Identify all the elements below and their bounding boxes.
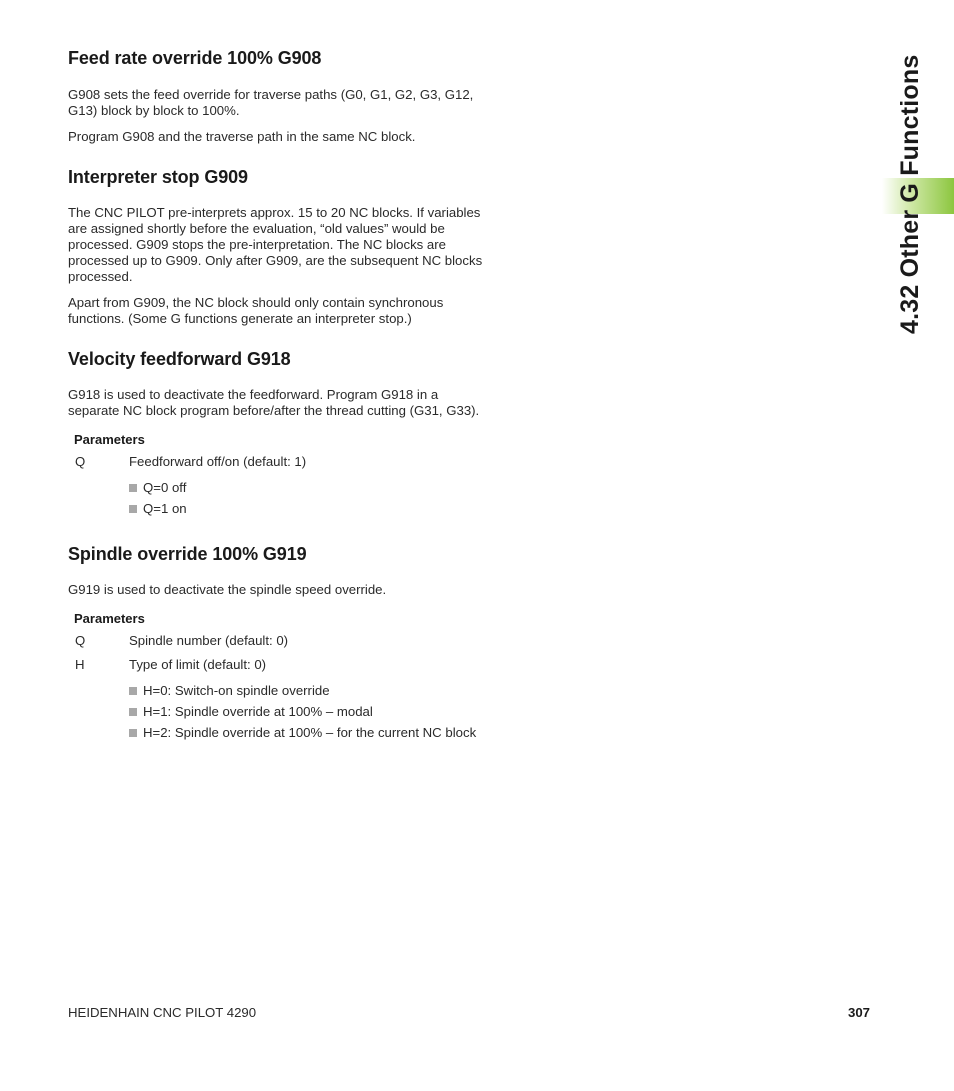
square-bullet-icon — [129, 484, 137, 492]
g919-param-q-desc: Spindle number (default: 0) — [129, 633, 289, 648]
g919-parameters-label: Parameters — [74, 611, 145, 626]
g909-p1-line2: are assigned shortly before the evaluation, “old values” would be — [68, 221, 445, 236]
square-bullet-icon — [129, 687, 137, 695]
g919-bullet-item — [129, 683, 330, 698]
g919-bullet-item — [129, 704, 373, 719]
g918-bullet-item — [129, 501, 187, 516]
g908-p1-line2: G13) block by block to 100%. — [68, 103, 240, 118]
heading-g908: Feed rate override 100% G908 — [68, 48, 322, 68]
g919-bullet-text: H=2: Spindle override at 100% – for the current NC block — [143, 725, 477, 740]
g918-param-q-key: Q — [75, 454, 86, 469]
square-bullet-icon — [129, 505, 137, 513]
g919-param-h-desc: Type of limit (default: 0) — [129, 657, 267, 672]
heading-g909: Interpreter stop G909 — [68, 167, 248, 187]
g909-paragraph-1 — [68, 205, 518, 285]
square-bullet-icon — [129, 729, 137, 737]
g918-paragraph-1 — [68, 387, 518, 419]
g908-paragraph-1 — [68, 87, 518, 119]
footer-manual-title: HEIDENHAIN CNC PILOT 4290 — [68, 1005, 257, 1020]
g918-parameters-label: Parameters — [74, 432, 145, 447]
g919-bullet-text: H=0: Switch-on spindle override — [143, 683, 330, 698]
square-bullet-icon — [129, 708, 137, 716]
g909-p2-line1: Apart from G909, the NC block should only contain synchronous — [68, 295, 444, 310]
g908-p1-line1: G908 sets the feed override for traverse paths (G0, G1, G2, G3, G12, — [68, 87, 474, 102]
heading-g918: Velocity feedforward G918 — [68, 349, 291, 369]
g918-bullet-item — [129, 480, 186, 495]
g918-p1-line1: G918 is used to deactivate the feedforward. Program G918 in a — [68, 387, 439, 402]
chapter-title-text: 4.32 Other G Functions — [896, 54, 924, 334]
g919-bullet-item — [129, 725, 476, 740]
footer-page-number: 307 — [848, 1005, 871, 1020]
g919-param-h-key: H — [75, 657, 85, 672]
g909-paragraph-2 — [68, 295, 518, 327]
g909-p2-line2: functions. (Some G functions generate an interpreter stop.) — [68, 311, 412, 326]
heading-g919: Spindle override 100% G919 — [68, 544, 307, 564]
g909-p1-line1: The CNC PILOT pre-interprets approx. 15 to 20 NC blocks. If variables — [68, 205, 481, 220]
g918-param-q-desc: Feedforward off/on (default: 1) — [129, 454, 307, 469]
g919-bullet-text: H=1: Spindle override at 100% – modal — [143, 704, 373, 719]
g908-paragraph-2: Program G908 and the traverse path in the same NC block. — [68, 129, 416, 144]
g909-p1-line5: processed. — [68, 269, 133, 284]
g918-bullet-text: Q=0 off — [143, 480, 187, 495]
g918-bullet-text: Q=1 on — [143, 501, 187, 516]
g919-param-q-key: Q — [75, 633, 86, 648]
g919-paragraph-1: G919 is used to deactivate the spindle speed override. — [68, 582, 387, 597]
g909-p1-line4: processed up to G909. Only after G909, are the subsequent NC blocks — [68, 253, 483, 268]
g909-p1-line3: processed. G909 stops the pre-interpretation. The NC blocks are — [68, 237, 446, 252]
g918-p1-line2: separate NC block program before/after the thread cutting (G31, G33). — [68, 403, 480, 418]
